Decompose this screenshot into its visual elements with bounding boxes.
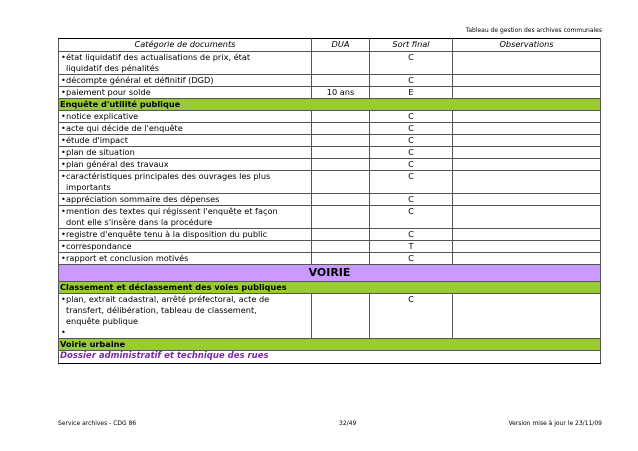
document-category-cell <box>59 123 312 135</box>
footer-page-number: 32/49 <box>339 420 357 427</box>
column-header-observations: Observations <box>453 39 601 52</box>
document-label: enquête publique <box>66 316 139 326</box>
document-label: liquidatif des pénalités <box>66 63 160 73</box>
table-row <box>59 253 601 265</box>
bullet-icon: • <box>61 75 66 85</box>
sort-final-cell: C <box>370 159 453 171</box>
sort-final-cell: C <box>370 135 453 147</box>
dua-cell <box>312 159 370 171</box>
sort-final-cell: C <box>370 52 453 75</box>
document-header: Tableau de gestion des archives communales <box>465 27 602 34</box>
subsection-row <box>59 282 601 294</box>
table-row <box>59 135 601 147</box>
observations-cell <box>453 241 601 253</box>
dua-cell <box>312 111 370 123</box>
bullet-icon: • <box>61 52 66 62</box>
document-category-cell <box>59 229 312 241</box>
sort-final-cell: T <box>370 241 453 253</box>
section-title-row <box>59 265 601 282</box>
document-label: rapport et conclusion motivés <box>66 253 189 263</box>
dua-cell <box>312 206 370 229</box>
bullet-icon: • <box>61 123 66 133</box>
bullet-icon: • <box>61 241 66 251</box>
sort-final-cell: C <box>370 206 453 229</box>
observations-cell <box>453 87 601 99</box>
document-label: mention des textes qui régissent l'enquête et façon <box>66 206 278 216</box>
observations-cell <box>453 75 601 87</box>
sort-final-cell: C <box>370 294 453 339</box>
bullet-icon: • <box>61 147 66 157</box>
document-label: décompte général et définitif (DGD) <box>66 75 214 85</box>
document-label: paiement pour solde <box>66 87 151 97</box>
section-title: VOIRIE <box>59 265 601 282</box>
observations-cell <box>453 135 601 147</box>
dua-cell <box>312 123 370 135</box>
bullet-icon: • <box>61 294 66 304</box>
subsection-row <box>59 99 601 111</box>
dua-cell <box>312 75 370 87</box>
document-label: état liquidatif des actualisations de prix, état <box>66 52 251 62</box>
bullet-icon: • <box>61 229 66 239</box>
document-category-cell <box>59 253 312 265</box>
observations-cell <box>453 159 601 171</box>
dua-cell <box>312 229 370 241</box>
table-row <box>59 159 601 171</box>
sort-final-cell: C <box>370 75 453 87</box>
document-label: caractéristiques principales des ouvrages les plus <box>66 171 271 181</box>
table-row <box>59 171 601 194</box>
observations-cell <box>453 171 601 194</box>
document-label: importants <box>66 182 111 192</box>
document-label: appréciation sommaire des dépenses <box>66 194 220 204</box>
dossier-title: Dossier administratif et technique des rues <box>59 351 601 364</box>
table-row <box>59 206 601 229</box>
footer-service: Service archives - CDG 86 <box>58 420 137 427</box>
bullet-icon: • <box>61 87 66 97</box>
column-header-sort-final: Sort final <box>370 39 453 52</box>
subsection-title: Enquête d'utilité publique <box>59 99 601 111</box>
observations-cell <box>453 147 601 159</box>
bullet-icon: • <box>61 206 66 216</box>
sort-final-cell: E <box>370 87 453 99</box>
sort-final-cell: C <box>370 253 453 265</box>
sort-final-cell: C <box>370 171 453 194</box>
sort-final-cell: C <box>370 147 453 159</box>
document-label: dont elle s'insère dans la procédure <box>66 217 213 227</box>
document-label: correspondance <box>66 241 132 251</box>
dua-cell <box>312 241 370 253</box>
document-label: étude d'impact <box>66 135 128 145</box>
dua-cell <box>312 52 370 75</box>
dua-cell <box>312 147 370 159</box>
subsection-title: Classement et déclassement des voies publiques <box>59 282 601 294</box>
document-category-cell <box>59 75 312 87</box>
observations-cell <box>453 123 601 135</box>
document-category-cell <box>59 87 312 99</box>
subsection-row <box>59 339 601 351</box>
document-label: acte qui décide de l'enquête <box>66 123 183 133</box>
table-row <box>59 241 601 253</box>
document-category-cell <box>59 111 312 123</box>
sort-final-cell: C <box>370 111 453 123</box>
sort-final-cell: C <box>370 194 453 206</box>
dua-cell <box>312 294 370 339</box>
document-label: plan général des travaux <box>66 159 169 169</box>
bullet-icon: • <box>61 194 66 204</box>
bullet-icon: • <box>61 159 66 169</box>
document-category-cell <box>59 159 312 171</box>
document-label: transfert, délibération, tableau de classement, <box>66 305 257 315</box>
archive-management-table <box>58 38 601 364</box>
document-label: registre d'enquête tenu à la disposition du public <box>66 229 268 239</box>
table-row <box>59 123 601 135</box>
document-label: notice explicative <box>66 111 139 121</box>
table-header-row <box>59 39 601 52</box>
bullet-icon: • <box>61 253 66 263</box>
observations-cell <box>453 229 601 241</box>
document-category-cell <box>59 194 312 206</box>
dua-cell <box>312 194 370 206</box>
table-row <box>59 294 601 339</box>
table-row <box>59 229 601 241</box>
document-category-cell <box>59 294 312 339</box>
table-row <box>59 75 601 87</box>
observations-cell <box>453 253 601 265</box>
observations-cell <box>453 206 601 229</box>
observations-cell <box>453 111 601 123</box>
dua-cell: 10 ans <box>312 87 370 99</box>
observations-cell <box>453 294 601 339</box>
dua-cell <box>312 135 370 147</box>
dua-cell <box>312 171 370 194</box>
document-category-cell <box>59 171 312 194</box>
document-category-cell <box>59 241 312 253</box>
sort-final-cell: C <box>370 229 453 241</box>
sort-final-cell: C <box>370 123 453 135</box>
bullet-icon: • <box>61 327 66 337</box>
table-row <box>59 147 601 159</box>
document-category-cell <box>59 135 312 147</box>
subsection-title: Voirie urbaine <box>59 339 601 351</box>
column-header-dua: DUA <box>312 39 370 52</box>
table-row <box>59 52 601 75</box>
table-row <box>59 194 601 206</box>
document-category-cell <box>59 52 312 75</box>
footer-version: Version mise à jour le 23/11/09 <box>508 420 602 427</box>
document-label: plan, extrait cadastral, arrêté préfectoral, acte de <box>66 294 270 304</box>
document-label: plan de situation <box>66 147 135 157</box>
column-header-category: Catégorie de documents <box>59 39 312 52</box>
bullet-icon: • <box>61 171 66 181</box>
document-category-cell <box>59 206 312 229</box>
table-row <box>59 111 601 123</box>
document-category-cell <box>59 147 312 159</box>
table-row <box>59 87 601 99</box>
bullet-icon: • <box>61 111 66 121</box>
dossier-row <box>59 351 601 364</box>
observations-cell <box>453 194 601 206</box>
dua-cell <box>312 253 370 265</box>
observations-cell <box>453 52 601 75</box>
bullet-icon: • <box>61 135 66 145</box>
